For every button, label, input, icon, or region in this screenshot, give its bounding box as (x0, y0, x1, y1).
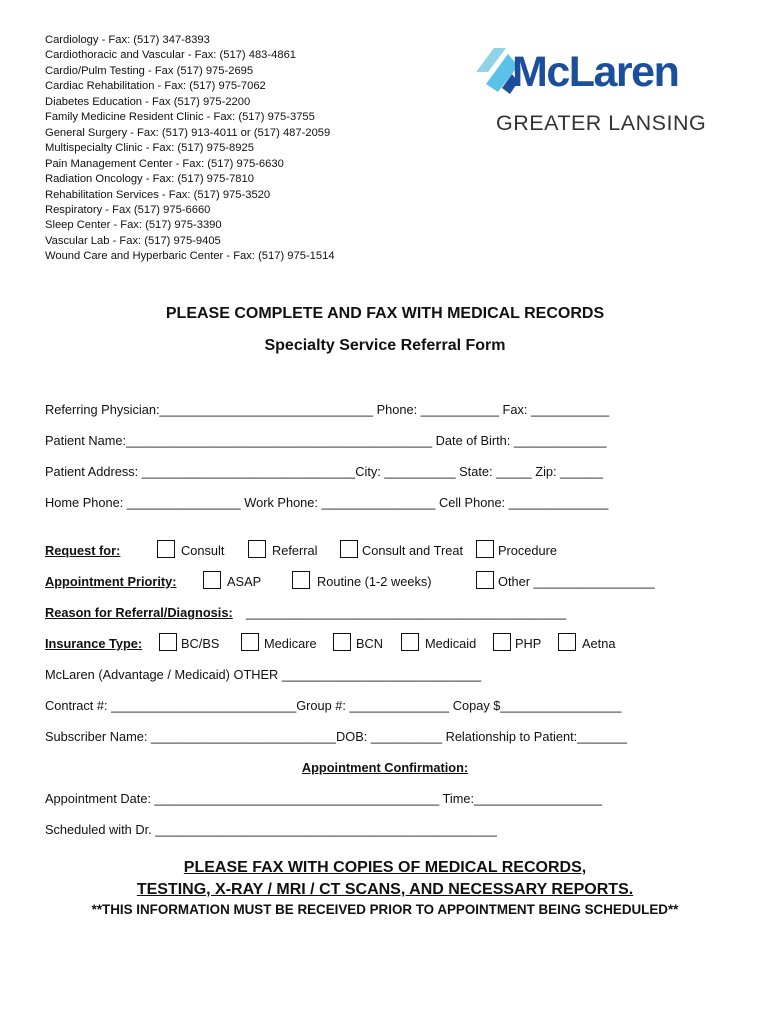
footer-warning: **THIS INFORMATION MUST BE RECEIVED PRIOR TO APPOINTMENT BEING SCHEDULED** (91, 902, 679, 917)
department-directory (45, 33, 335, 265)
directory-line: Wound Care and Hyperbaric Center - Fax: (517) 975-1514 (45, 250, 335, 263)
directory-line: Diabetes Education - Fax (517) 975-2200 (45, 95, 251, 108)
form-title: Specialty Service Referral Form (264, 337, 506, 354)
consult-and-treat-label: Consult and Treat (362, 543, 464, 558)
php-label: PHP (515, 636, 542, 651)
medicare-label: Medicare (264, 636, 317, 651)
directory-line: Cardio/Pulm Testing - Fax (517) 975-2695 (45, 64, 254, 77)
other-priority-label[interactable]: Other _________________ (498, 574, 655, 589)
directory-line: Cardiac Rehabilitation - Fax: (517) 975-7062 (45, 80, 266, 93)
reason-blank[interactable]: _____________________________________________ (246, 605, 567, 620)
procedure-checkbox[interactable] (476, 540, 494, 558)
php-checkbox[interactable] (493, 633, 511, 651)
appointment-confirmation-heading: Appointment Confirmation: (301, 760, 469, 775)
footer-line-2: TESTING, X-RAY / MRI / CT SCANS, AND NECESSARY REPORTS. (136, 881, 634, 898)
bcbs-checkbox[interactable] (159, 633, 177, 651)
referring-physician-line[interactable]: Referring Physician:______________________________ Phone: ___________ Fax: ___________ (45, 402, 610, 417)
aetna-checkbox[interactable] (558, 633, 576, 651)
patient-address-line[interactable]: Patient Address: ______________________________City: __________ State: _____ Zip: ______ (45, 464, 603, 479)
directory-line: Pain Management Center - Fax: (517) 975-6630 (45, 157, 284, 170)
procedure-label: Procedure (498, 543, 558, 558)
consult-and-treat-checkbox[interactable] (340, 540, 358, 558)
subscriber-line[interactable]: Subscriber Name: __________________________DOB: __________ Relationship to Patient:_______ (45, 729, 628, 744)
logo-subtitle: GREATER LANSING (496, 111, 707, 135)
phone-numbers-line[interactable]: Home Phone: ________________ Work Phone: ________________ Cell Phone: ______________ (45, 495, 609, 510)
reason-label: Reason for Referral/Diagnosis: (45, 605, 233, 620)
asap-checkbox[interactable] (203, 571, 221, 589)
consult-checkbox[interactable] (157, 540, 175, 558)
bcn-checkbox[interactable] (333, 633, 351, 651)
medicaid-checkbox[interactable] (401, 633, 419, 651)
directory-line: Radiation Oncology - Fax: (517) 975-7810 (45, 173, 254, 186)
patient-name-line[interactable]: Patient Name:___________________________________________ Date of Birth: _____________ (45, 433, 607, 448)
medicaid-label: Medicaid (425, 636, 477, 651)
insurance-type-label: Insurance Type: (45, 636, 143, 651)
aetna-label: Aetna (582, 636, 616, 651)
other-priority-checkbox[interactable] (476, 571, 494, 589)
medicare-checkbox[interactable] (241, 633, 259, 651)
referral-label: Referral (272, 543, 318, 558)
referral-checkbox[interactable] (248, 540, 266, 558)
directory-line: Sleep Center - Fax: (517) 975-3390 (45, 219, 222, 232)
contract-group-copay-line[interactable]: Contract #: __________________________Group #: ______________ Copay $_________________ (45, 698, 622, 713)
directory-line: Multispecialty Clinic - Fax: (517) 975-8925 (45, 142, 254, 155)
directory-line: Vascular Lab - Fax: (517) 975-9405 (45, 234, 221, 247)
bcbs-label: BC/BS (181, 636, 220, 651)
mclaren-other-line[interactable]: McLaren (Advantage / Medicaid) OTHER ____________________________ (45, 667, 482, 682)
scheduled-with-line[interactable]: Scheduled with Dr. ________________________________________________ (45, 822, 497, 837)
appointment-date-line[interactable]: Appointment Date: ________________________________________ Time:__________________ (45, 791, 603, 806)
bcn-label: BCN (356, 636, 384, 651)
asap-label: ASAP (227, 574, 262, 589)
directory-line: Rehabilitation Services - Fax: (517) 975-3520 (45, 188, 271, 201)
routine-checkbox[interactable] (292, 571, 310, 589)
footer-line-1: PLEASE FAX WITH COPIES OF MEDICAL RECORDS, (183, 859, 587, 876)
routine-label: Routine (1-2 weeks) (317, 574, 432, 589)
directory-line: Cardiology - Fax: (517) 347-8393 (45, 34, 210, 46)
logo-brand-text: McLaren (512, 48, 679, 96)
directory-line: Cardiothoracic and Vascular - Fax: (517) 483-4861 (45, 49, 297, 62)
directory-line: General Surgery - Fax: (517) 913-4011 or (517) 487-2059 (45, 126, 331, 139)
main-heading: PLEASE COMPLETE AND FAX WITH MEDICAL RECORDS (165, 305, 605, 322)
consult-label: Consult (181, 543, 225, 558)
appointment-priority-label: Appointment Priority: (45, 574, 177, 589)
request-for-label: Request for: (45, 543, 121, 558)
directory-line: Respiratory - Fax (517) 975-6660 (45, 203, 211, 216)
directory-line: Family Medicine Resident Clinic - Fax: (517) 975-3755 (45, 111, 315, 124)
